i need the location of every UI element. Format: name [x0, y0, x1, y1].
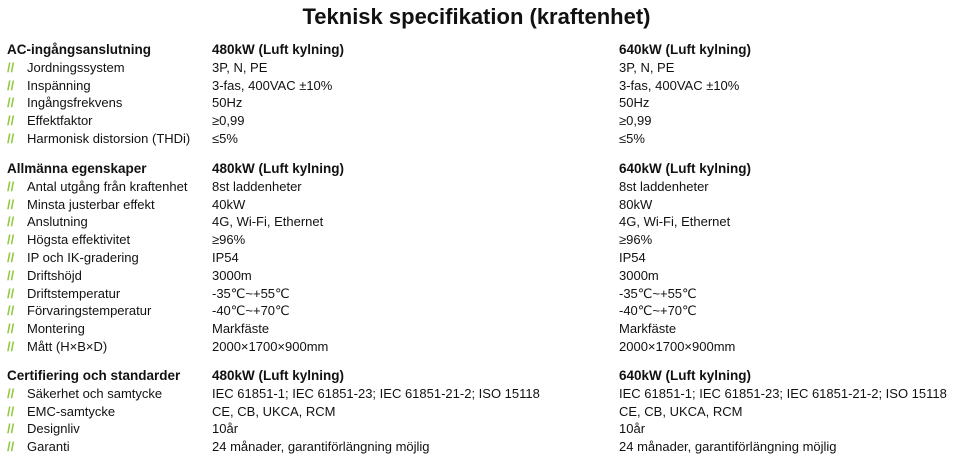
spec-row: [0, 267, 953, 285]
slash-marker-icon: //: [7, 113, 15, 129]
spec-value-480kw: 3P, N, PE: [212, 59, 268, 75]
spec-value-640kw: 8st laddenheter: [619, 178, 709, 194]
spec-label-cell: [7, 385, 162, 403]
spec-value-480kw: -35℃~+55℃: [212, 285, 290, 301]
spec-value-640kw: ≤5%: [619, 130, 645, 146]
slash-marker-icon: //: [7, 59, 15, 75]
spec-value-480kw: 4G, Wi-Fi, Ethernet: [212, 214, 324, 230]
spec-label-cell: [7, 267, 82, 285]
spec-row: [0, 403, 953, 421]
spec-value-640kw: 3000m: [619, 267, 659, 283]
slash-marker-icon: //: [7, 321, 15, 337]
spec-value-640kw: -40℃~+70℃: [619, 303, 697, 319]
spec-label: Ingångsfrekvens: [27, 95, 123, 111]
spec-label: Driftstemperatur: [27, 285, 121, 301]
spec-label-cell: [7, 77, 91, 95]
spec-value-480kw: 50Hz: [212, 95, 243, 111]
spec-label-cell: [7, 249, 139, 267]
spec-label: Driftshöjd: [27, 267, 82, 283]
spec-value-480kw: ≥0,99: [212, 113, 245, 129]
spec-value-480kw: 3000m: [212, 267, 252, 283]
spec-label: Mått (H×B×D): [27, 338, 108, 354]
spec-value-640kw: IP54: [619, 249, 646, 265]
spec-row: [0, 94, 953, 112]
spec-value-480kw: Markfäste: [212, 321, 270, 337]
spec-value-480kw: IEC 61851-1; IEC 61851-23; IEC 61851-21-2; ISO 15118: [212, 385, 540, 401]
spec-label-cell: [7, 420, 80, 438]
spec-value-480kw: ≥96%: [212, 232, 246, 248]
spec-row: [0, 213, 953, 231]
spec-row: [0, 438, 953, 456]
column-heading-640kw: 640kW (Luft kylning): [619, 42, 752, 57]
spec-label-cell: [7, 94, 122, 112]
slash-marker-icon: //: [7, 338, 15, 354]
slash-marker-icon: //: [7, 249, 15, 265]
section-header-row: [0, 41, 953, 59]
spec-value-640kw: ≥96%: [619, 232, 653, 248]
slash-marker-icon: //: [7, 77, 15, 93]
spec-label: Montering: [27, 321, 85, 337]
spec-value-480kw: ≤5%: [212, 130, 238, 146]
slash-marker-icon: //: [7, 303, 15, 319]
spec-label: Antal utgång från kraftenhet: [27, 178, 188, 194]
page-title: Teknisk specifikation (kraftenhet): [302, 4, 651, 29]
spec-row: [0, 285, 953, 303]
spec-value-640kw: IEC 61851-1; IEC 61851-23; IEC 61851-21-2; ISO 15118: [619, 385, 947, 401]
slash-marker-icon: //: [7, 267, 15, 283]
slash-marker-icon: //: [7, 130, 15, 146]
spec-row: [0, 130, 953, 148]
spec-value-480kw: 24 månader, garantiförlängning möjlig: [212, 439, 430, 455]
spec-value-480kw: -40℃~+70℃: [212, 303, 290, 319]
spec-label-cell: [7, 285, 120, 303]
spec-label-cell: [7, 320, 85, 338]
spec-row: [0, 320, 953, 338]
spec-label: Inspänning: [27, 77, 91, 93]
spec-label: Högsta effektivitet: [27, 232, 131, 248]
spec-value-480kw: CE, CB, UKCA, RCM: [212, 403, 336, 419]
spec-label-cell: [7, 213, 88, 231]
section-heading: AC-ingångsanslutning: [7, 42, 151, 57]
spec-row: [0, 196, 953, 214]
spec-label: Förvaringstemperatur: [27, 303, 152, 319]
spec-label-cell: [7, 112, 93, 130]
spec-label-cell: [7, 178, 187, 196]
spec-value-480kw: 8st laddenheter: [212, 178, 302, 194]
spec-row: [0, 178, 953, 196]
column-heading-640kw: 640kW (Luft kylning): [619, 368, 752, 383]
spec-label-cell: [7, 130, 190, 148]
spec-label-cell: [7, 231, 130, 249]
spec-value-480kw: 2000×1700×900mm: [212, 338, 329, 354]
spec-row: [0, 59, 953, 77]
spec-row: [0, 77, 953, 95]
spec-label: Säkerhet och samtycke: [27, 385, 163, 401]
spec-label-cell: [7, 302, 151, 320]
spec-section: [0, 367, 953, 456]
spec-label: Jordningssystem: [27, 59, 125, 75]
slash-marker-icon: //: [7, 439, 15, 455]
spec-section: [0, 41, 953, 148]
slash-marker-icon: //: [7, 285, 15, 301]
column-heading-640kw: 640kW (Luft kylning): [619, 161, 752, 176]
spec-value-640kw: 80kW: [619, 196, 653, 212]
column-heading-480kw: 480kW (Luft kylning): [212, 42, 345, 57]
slash-marker-icon: //: [7, 95, 15, 111]
spec-value-480kw: 3-fas, 400VAC ±10%: [212, 77, 333, 93]
spec-label: IP och IK-gradering: [27, 249, 139, 265]
spec-label: Garanti: [27, 439, 70, 455]
slash-marker-icon: //: [7, 178, 15, 194]
spec-value-640kw: 50Hz: [619, 95, 650, 111]
spec-row: [0, 302, 953, 320]
spec-label: EMC-samtycke: [27, 403, 116, 419]
section-heading: Certifiering och standarder: [7, 368, 181, 383]
spec-value-640kw: ≥0,99: [619, 113, 652, 129]
spec-row: [0, 385, 953, 403]
spec-row: [0, 231, 953, 249]
spec-value-640kw: 2000×1700×900mm: [619, 338, 736, 354]
spec-value-480kw: 10år: [212, 421, 239, 437]
spec-label: Anslutning: [27, 214, 88, 230]
spec-label: Effektfaktor: [27, 113, 93, 129]
spec-value-640kw: Markfäste: [619, 321, 677, 337]
spec-value-640kw: 10år: [619, 421, 646, 437]
slash-marker-icon: //: [7, 214, 15, 230]
slash-marker-icon: //: [7, 403, 15, 419]
spec-label: Designliv: [27, 421, 80, 437]
spec-row: [0, 338, 953, 356]
spec-value-640kw: CE, CB, UKCA, RCM: [619, 403, 743, 419]
slash-marker-icon: //: [7, 232, 15, 248]
spec-value-640kw: -35℃~+55℃: [619, 285, 697, 301]
slash-marker-icon: //: [7, 196, 15, 212]
spec-row: [0, 112, 953, 130]
spec-row: [0, 420, 953, 438]
section-header-row: [0, 160, 953, 178]
column-heading-480kw: 480kW (Luft kylning): [212, 368, 345, 383]
section-heading: Allmänna egenskaper: [7, 161, 147, 176]
spec-value-640kw: 4G, Wi-Fi, Ethernet: [619, 214, 731, 230]
spec-value-480kw: IP54: [212, 249, 239, 265]
column-heading-480kw: 480kW (Luft kylning): [212, 161, 345, 176]
spec-value-640kw: 3P, N, PE: [619, 59, 675, 75]
spec-value-640kw: 24 månader, garantiförlängning möjlig: [619, 439, 837, 455]
slash-marker-icon: //: [7, 421, 15, 437]
spec-label-cell: [7, 59, 125, 77]
spec-label-cell: [7, 196, 155, 214]
spec-label-cell: [7, 338, 107, 356]
spec-section: [0, 160, 953, 356]
spec-label: Harmonisk distorsion (THDi): [27, 130, 191, 146]
spec-label-cell: [7, 403, 115, 421]
slash-marker-icon: //: [7, 385, 15, 401]
spec-label-cell: [7, 438, 70, 456]
section-header-row: [0, 367, 953, 385]
spec-row: [0, 249, 953, 267]
spec-label: Minsta justerbar effekt: [27, 196, 155, 212]
spec-value-640kw: 3-fas, 400VAC ±10%: [619, 77, 740, 93]
spec-value-480kw: 40kW: [212, 196, 246, 212]
